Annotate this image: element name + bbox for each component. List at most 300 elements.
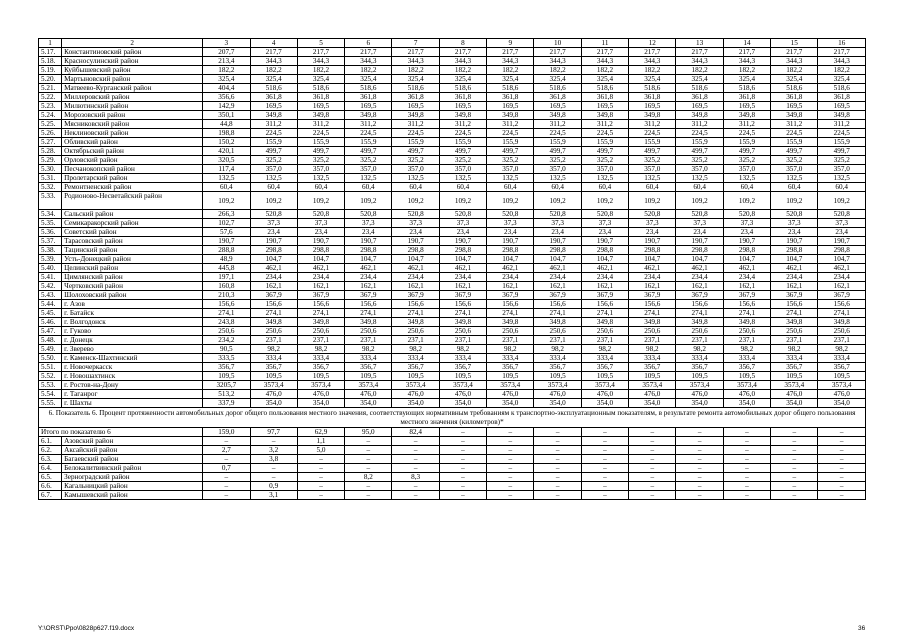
value-cell: 361,8 [676, 93, 723, 102]
value-cell: 237,1 [534, 336, 581, 345]
row-label: Целинский район [62, 264, 203, 273]
value-cell: 132,5 [250, 174, 297, 183]
value-cell: – [629, 482, 676, 491]
row-number: 5.26. [39, 129, 62, 138]
value-cell: 234,4 [392, 273, 439, 282]
column-header: 5 [297, 39, 344, 48]
value-cell: – [297, 482, 344, 491]
value-cell: 98,2 [534, 345, 581, 354]
value-cell: 182,2 [250, 66, 297, 75]
table-row [39, 129, 866, 138]
table-row [39, 399, 866, 408]
value-cell: – [345, 455, 392, 464]
value-cell: 349,8 [297, 111, 344, 120]
table-row [39, 156, 866, 165]
value-cell: 3573,4 [439, 381, 486, 390]
value-cell: – [581, 437, 628, 446]
value-cell: – [297, 473, 344, 482]
row-label: Октябрьский район [62, 147, 203, 156]
table-row [39, 464, 866, 473]
value-cell: – [345, 437, 392, 446]
value-cell: 155,9 [771, 138, 818, 147]
value-cell: 354,0 [676, 399, 723, 408]
value-cell: 3573,4 [676, 381, 723, 390]
value-cell: 344,3 [771, 57, 818, 66]
row-number: 6.2. [39, 446, 62, 455]
table-row [39, 246, 866, 255]
value-cell: 361,8 [297, 93, 344, 102]
value-cell: 109,5 [439, 372, 486, 381]
value-cell: 520,8 [439, 210, 486, 219]
row-label: г. Волгодонск [62, 318, 203, 327]
value-cell: 499,7 [818, 147, 866, 156]
value-cell: – [581, 473, 628, 482]
value-cell: 333,4 [297, 354, 344, 363]
value-cell: 298,8 [250, 246, 297, 255]
value-cell: 476,0 [581, 390, 628, 399]
total-row [39, 428, 866, 437]
value-cell: – [581, 455, 628, 464]
value-cell: 109,5 [629, 372, 676, 381]
table-row [39, 437, 866, 446]
value-cell: 0,9 [250, 482, 297, 491]
value-cell: – [534, 473, 581, 482]
row-number: 5.51. [39, 363, 62, 372]
row-label: Мясниковский район [62, 120, 203, 129]
value-cell: 132,5 [676, 174, 723, 183]
value-cell: 207,7 [203, 48, 250, 57]
value-cell: 325,4 [345, 75, 392, 84]
value-cell: 23,4 [581, 228, 628, 237]
row-label: г. Гуково [62, 327, 203, 336]
value-cell: 3573,4 [818, 381, 866, 390]
value-cell: 357,0 [487, 165, 534, 174]
value-cell: 37,3 [771, 219, 818, 228]
value-cell: 23,4 [629, 228, 676, 237]
value-cell: 274,1 [534, 309, 581, 318]
value-cell: – [250, 437, 297, 446]
value-cell: 3573,4 [297, 381, 344, 390]
value-cell: 190,7 [723, 237, 770, 246]
value-cell: 132,5 [771, 174, 818, 183]
value-cell: 224,5 [487, 129, 534, 138]
row-number: 5.19. [39, 66, 62, 75]
document-sheet [38, 38, 866, 500]
value-cell: 37,3 [818, 219, 866, 228]
table-row [39, 354, 866, 363]
value-cell: 104,7 [250, 255, 297, 264]
row-label: Багаевский район [62, 455, 203, 464]
value-cell: 520,8 [487, 210, 534, 219]
value-cell: 250,6 [629, 327, 676, 336]
table-row [39, 228, 866, 237]
value-cell: 217,7 [392, 48, 439, 57]
value-cell: 462,1 [534, 264, 581, 273]
value-cell: 354,0 [297, 399, 344, 408]
value-cell: 349,8 [345, 318, 392, 327]
value-cell: 132,5 [392, 174, 439, 183]
value-cell: – [723, 428, 770, 437]
value-cell: 98,2 [345, 345, 392, 354]
value-cell: 156,6 [818, 300, 866, 309]
value-cell: 349,8 [629, 318, 676, 327]
value-cell: 520,8 [771, 210, 818, 219]
table-row [39, 120, 866, 129]
value-cell: 132,5 [487, 174, 534, 183]
value-cell: 274,1 [629, 309, 676, 318]
table-row [39, 309, 866, 318]
value-cell: – [771, 464, 818, 473]
value-cell: 462,1 [345, 264, 392, 273]
value-cell: 234,4 [250, 273, 297, 282]
value-cell: 357,0 [392, 165, 439, 174]
value-cell: 1,1 [297, 437, 344, 446]
value-cell: 357,0 [581, 165, 628, 174]
value-cell: 325,4 [297, 75, 344, 84]
value-cell: 224,5 [581, 129, 628, 138]
value-cell: 349,8 [723, 111, 770, 120]
row-number: 5.34. [39, 210, 62, 219]
value-cell: – [487, 455, 534, 464]
value-cell: 311,2 [818, 120, 866, 129]
value-cell: 217,7 [676, 48, 723, 57]
value-cell: 3573,4 [487, 381, 534, 390]
value-cell: 109,2 [250, 192, 297, 210]
value-cell: – [203, 491, 250, 500]
value-cell: – [723, 482, 770, 491]
value-cell: 234,4 [771, 273, 818, 282]
value-cell: – [297, 464, 344, 473]
value-cell: 356,6 [203, 93, 250, 102]
value-cell: 37,3 [297, 219, 344, 228]
value-cell: 298,8 [439, 246, 486, 255]
value-cell: 333,5 [203, 354, 250, 363]
value-cell: 95,0 [345, 428, 392, 437]
value-cell: 298,8 [723, 246, 770, 255]
value-cell: – [250, 464, 297, 473]
row-number: 5.33. [39, 192, 62, 210]
value-cell: 37,3 [723, 219, 770, 228]
table-row [39, 446, 866, 455]
value-cell: 476,0 [345, 390, 392, 399]
value-cell: 3573,4 [771, 381, 818, 390]
value-cell: 3,1 [250, 491, 297, 500]
table-body [39, 39, 866, 500]
value-cell: – [818, 473, 866, 482]
value-cell: 109,2 [581, 192, 628, 210]
value-cell: 109,2 [534, 192, 581, 210]
value-cell: 104,7 [345, 255, 392, 264]
value-cell: 476,0 [250, 390, 297, 399]
value-cell: 520,8 [345, 210, 392, 219]
value-cell: 3,2 [250, 446, 297, 455]
value-cell: – [439, 428, 486, 437]
value-cell: 156,6 [203, 300, 250, 309]
value-cell: – [487, 491, 534, 500]
row-number: 5.30. [39, 165, 62, 174]
value-cell: 109,5 [203, 372, 250, 381]
value-cell: 109,5 [676, 372, 723, 381]
value-cell: 349,8 [581, 111, 628, 120]
row-label: Белокалитвинский район [62, 464, 203, 473]
value-cell: 333,4 [723, 354, 770, 363]
value-cell: – [676, 482, 723, 491]
value-cell: 354,0 [439, 399, 486, 408]
value-cell: 325,2 [392, 156, 439, 165]
value-cell: 60,4 [297, 183, 344, 192]
value-cell: 356,7 [534, 363, 581, 372]
value-cell: 60,4 [723, 183, 770, 192]
value-cell: – [392, 491, 439, 500]
value-cell: 37,3 [487, 219, 534, 228]
table-row [39, 455, 866, 464]
value-cell: 190,7 [629, 237, 676, 246]
row-label: Шолоховский район [62, 291, 203, 300]
value-cell: 476,0 [297, 390, 344, 399]
value-cell: 23,4 [297, 228, 344, 237]
value-cell: 198,8 [203, 129, 250, 138]
row-number: 5.17. [39, 48, 62, 57]
value-cell: 156,6 [392, 300, 439, 309]
value-cell: 344,3 [250, 57, 297, 66]
value-cell: 356,7 [629, 363, 676, 372]
value-cell: – [723, 437, 770, 446]
row-label: Сальский район [62, 210, 203, 219]
value-cell: 499,7 [439, 147, 486, 156]
table-row [39, 111, 866, 120]
value-cell: 3573,4 [581, 381, 628, 390]
value-cell: 518,6 [487, 84, 534, 93]
value-cell: 518,6 [629, 84, 676, 93]
value-cell: 349,8 [676, 318, 723, 327]
value-cell: 354,0 [581, 399, 628, 408]
row-label: Милютинский район [62, 102, 203, 111]
value-cell: 250,6 [534, 327, 581, 336]
value-cell: 356,7 [297, 363, 344, 372]
value-cell: 156,6 [345, 300, 392, 309]
value-cell: 357,0 [771, 165, 818, 174]
value-cell: 234,4 [297, 273, 344, 282]
value-cell: 60,4 [534, 183, 581, 192]
value-cell: 224,5 [392, 129, 439, 138]
value-cell: 344,3 [534, 57, 581, 66]
value-cell: 499,7 [629, 147, 676, 156]
value-cell: 3573,4 [392, 381, 439, 390]
row-number: 5.22. [39, 93, 62, 102]
value-cell: 349,8 [676, 111, 723, 120]
value-cell: 44,8 [203, 120, 250, 129]
table-row [39, 219, 866, 228]
value-cell: 169,5 [439, 102, 486, 111]
value-cell: 142,9 [203, 102, 250, 111]
value-cell: 476,0 [439, 390, 486, 399]
value-cell: 217,7 [250, 48, 297, 57]
value-cell: 224,5 [723, 129, 770, 138]
column-header: 8 [439, 39, 486, 48]
value-cell: 0,7 [203, 464, 250, 473]
column-header: 14 [723, 39, 770, 48]
value-cell: 462,1 [629, 264, 676, 273]
value-cell: 499,7 [581, 147, 628, 156]
value-cell: 361,8 [581, 93, 628, 102]
value-cell: 156,6 [581, 300, 628, 309]
value-cell: 311,2 [297, 120, 344, 129]
value-cell: – [439, 464, 486, 473]
row-label: г. Донецк [62, 336, 203, 345]
table-row [39, 165, 866, 174]
table-row [39, 381, 866, 390]
value-cell: 162,1 [534, 282, 581, 291]
value-cell: 274,1 [676, 309, 723, 318]
row-number: 5.46. [39, 318, 62, 327]
value-cell: 155,9 [581, 138, 628, 147]
value-cell: – [723, 446, 770, 455]
value-cell: 98,2 [250, 345, 297, 354]
value-cell: 298,8 [818, 246, 866, 255]
table-row [39, 75, 866, 84]
value-cell: 237,1 [439, 336, 486, 345]
value-cell: 23,4 [534, 228, 581, 237]
value-cell: 333,4 [581, 354, 628, 363]
column-header: 6 [345, 39, 392, 48]
indicator-6-title: 6. Показатель 6. Процент протяженности автомобильных дорог общего пользования местного значения, соответствующих нормативным требованиям к транспортно-эксплуатационным показателям, в результате ремонта автомобильных дорог общего пользования местного значения (километров)* [39, 408, 866, 428]
value-cell: 349,8 [439, 111, 486, 120]
table-row [39, 57, 866, 66]
value-cell: 155,9 [487, 138, 534, 147]
value-cell: 356,7 [581, 363, 628, 372]
value-cell: – [818, 428, 866, 437]
value-cell: 325,2 [771, 156, 818, 165]
value-cell: 234,4 [818, 273, 866, 282]
value-cell: 349,8 [818, 111, 866, 120]
value-cell: 102,7 [203, 219, 250, 228]
value-cell: 325,4 [676, 75, 723, 84]
row-label: Семикаракорский район [62, 219, 203, 228]
value-cell: 274,1 [297, 309, 344, 318]
value-cell: 357,0 [534, 165, 581, 174]
value-cell: 518,6 [534, 84, 581, 93]
value-cell: 156,6 [297, 300, 344, 309]
value-cell: 169,5 [629, 102, 676, 111]
value-cell: 361,8 [629, 93, 676, 102]
value-cell: 367,9 [297, 291, 344, 300]
value-cell: – [203, 482, 250, 491]
value-cell: – [818, 491, 866, 500]
value-cell: 518,6 [581, 84, 628, 93]
value-cell: 520,8 [581, 210, 628, 219]
row-number: 5.38. [39, 246, 62, 255]
table-row [39, 102, 866, 111]
value-cell: 274,1 [250, 309, 297, 318]
value-cell: 23,4 [818, 228, 866, 237]
value-cell: 104,7 [392, 255, 439, 264]
value-cell: 311,2 [250, 120, 297, 129]
value-cell: 325,2 [676, 156, 723, 165]
value-cell: 349,8 [534, 318, 581, 327]
row-label: Азовский район [62, 437, 203, 446]
row-number: 5.45. [39, 309, 62, 318]
value-cell: 349,8 [771, 318, 818, 327]
value-cell: 354,0 [534, 399, 581, 408]
value-cell: 37,3 [250, 219, 297, 228]
value-cell: 349,8 [250, 111, 297, 120]
value-cell: 349,8 [581, 318, 628, 327]
value-cell: 356,7 [723, 363, 770, 372]
value-cell: 361,8 [723, 93, 770, 102]
value-cell: – [534, 455, 581, 464]
row-label: г. Батайск [62, 309, 203, 318]
value-cell: 162,1 [250, 282, 297, 291]
value-cell: 60,4 [392, 183, 439, 192]
value-cell: 60,4 [345, 183, 392, 192]
value-cell: 356,7 [818, 363, 866, 372]
value-cell: 357,0 [345, 165, 392, 174]
table-row [39, 255, 866, 264]
value-cell: 518,6 [771, 84, 818, 93]
value-cell: 169,5 [723, 102, 770, 111]
value-cell: 349,8 [487, 318, 534, 327]
table-row [39, 282, 866, 291]
value-cell: – [487, 473, 534, 482]
row-number: 5.37. [39, 237, 62, 246]
value-cell: 48,9 [203, 255, 250, 264]
value-cell: 367,9 [250, 291, 297, 300]
value-cell: – [392, 455, 439, 464]
value-cell: 57,6 [203, 228, 250, 237]
value-cell: 104,7 [818, 255, 866, 264]
column-header: 4 [250, 39, 297, 48]
value-cell: 224,5 [676, 129, 723, 138]
value-cell: 349,8 [345, 111, 392, 120]
value-cell: 356,7 [487, 363, 534, 372]
value-cell: 169,5 [487, 102, 534, 111]
value-cell: 182,2 [771, 66, 818, 75]
value-cell: 37,3 [439, 219, 486, 228]
value-cell: 311,2 [534, 120, 581, 129]
value-cell: 98,2 [723, 345, 770, 354]
value-cell: 361,8 [487, 93, 534, 102]
value-cell: 333,4 [439, 354, 486, 363]
row-label: Тацинский район [62, 246, 203, 255]
value-cell: 182,2 [676, 66, 723, 75]
value-cell: – [534, 428, 581, 437]
value-cell: 217,7 [345, 48, 392, 57]
row-number: 5.47. [39, 327, 62, 336]
value-cell: – [392, 482, 439, 491]
value-cell: – [439, 491, 486, 500]
value-cell: 60,4 [487, 183, 534, 192]
value-cell: 155,9 [534, 138, 581, 147]
table-row [39, 363, 866, 372]
row-number: 6.6. [39, 482, 62, 491]
value-cell: 190,7 [818, 237, 866, 246]
table-row [39, 48, 866, 57]
value-cell: 499,7 [297, 147, 344, 156]
row-number: 5.40. [39, 264, 62, 273]
value-cell: – [629, 473, 676, 482]
value-cell: 250,6 [723, 327, 770, 336]
value-cell: 367,9 [723, 291, 770, 300]
table-row [39, 93, 866, 102]
value-cell: 349,8 [818, 318, 866, 327]
value-cell: – [439, 437, 486, 446]
value-cell: 462,1 [771, 264, 818, 273]
value-cell: – [534, 491, 581, 500]
value-cell: 182,2 [818, 66, 866, 75]
value-cell: 132,5 [818, 174, 866, 183]
value-cell: 217,7 [818, 48, 866, 57]
value-cell: 234,4 [676, 273, 723, 282]
